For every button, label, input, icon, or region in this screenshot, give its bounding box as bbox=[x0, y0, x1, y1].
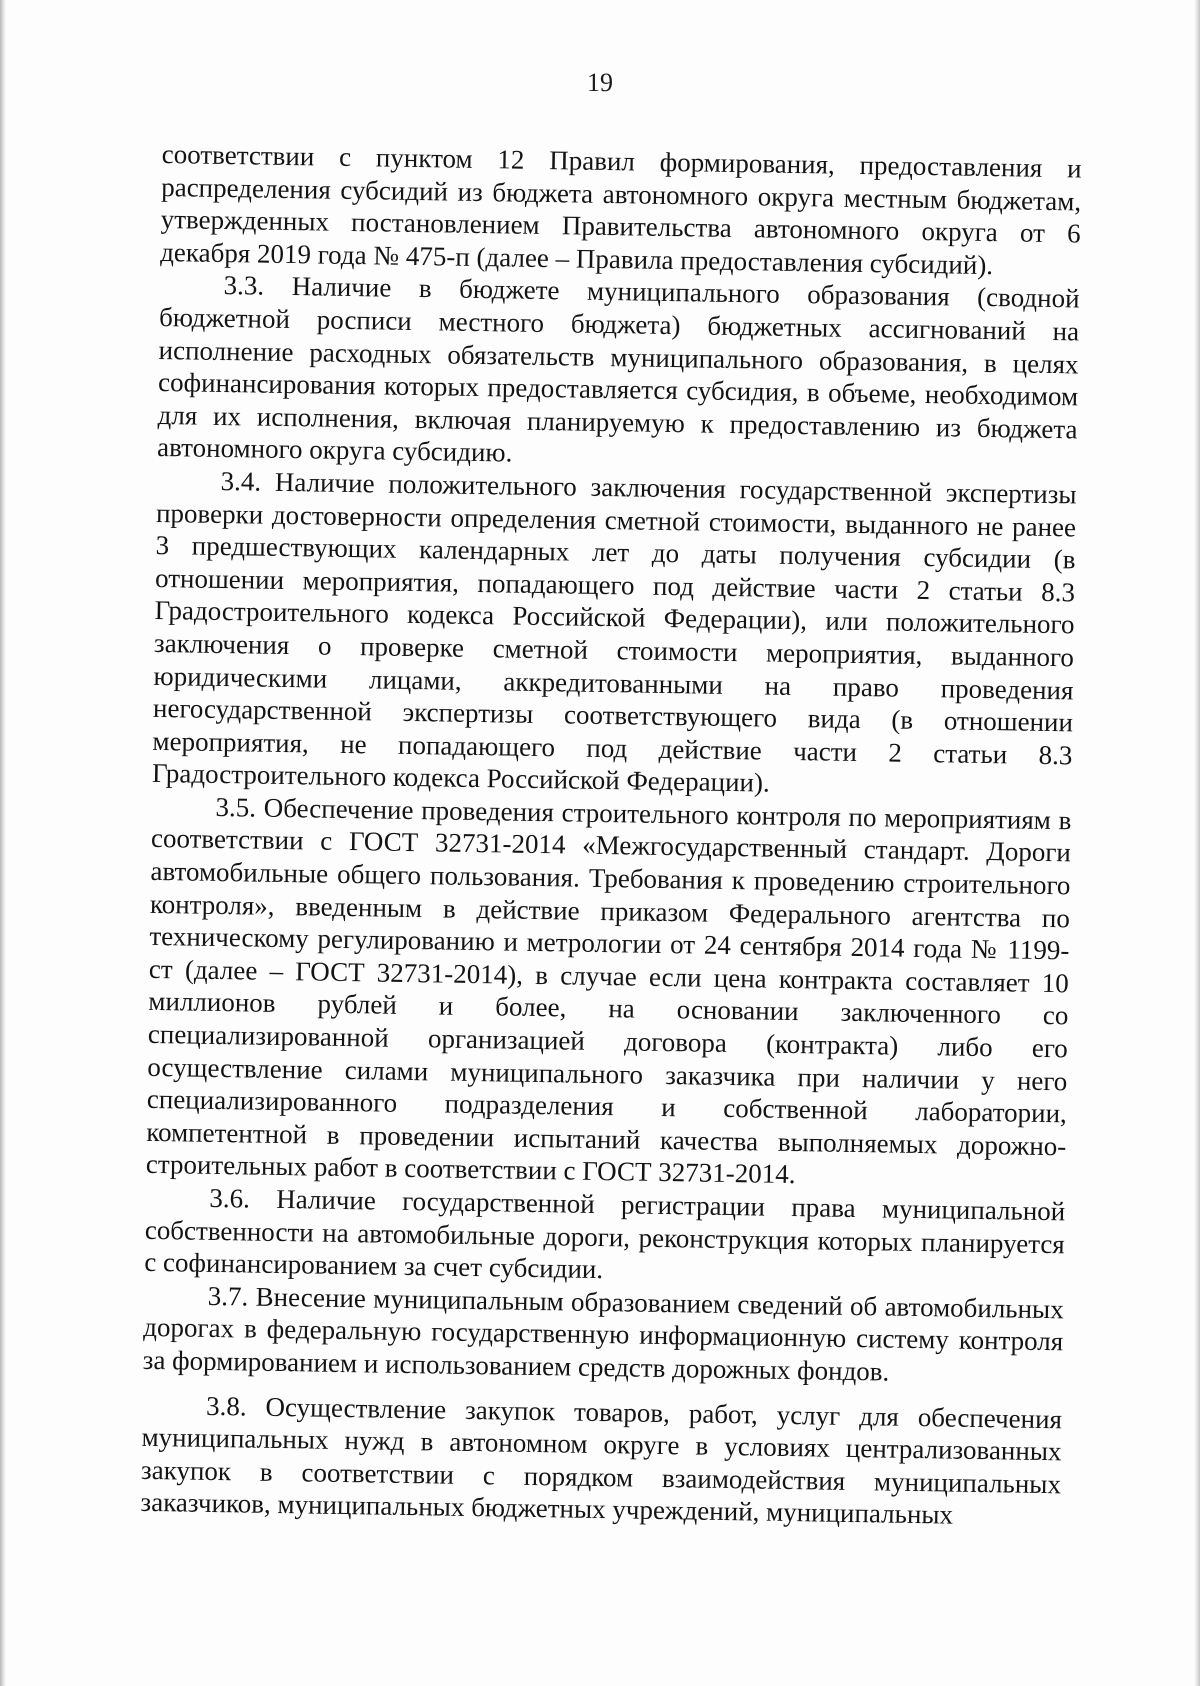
scan-edge-right bbox=[1194, 0, 1200, 1686]
paragraph-3-7: 3.7. Внесение муниципальным образованием сведений об автомобильных дорогах в федеральную государственную информационную систему контроля за формированием и использованием средств дорожных фондов. bbox=[142, 1280, 1064, 1387]
paragraph-3-6: 3.6. Наличие государственной регистрации права муниципальной собственности на автомобильные дороги, реконструкция которых планируется с софинансированием за счет субсидии. bbox=[144, 1182, 1066, 1285]
paragraph-3-8: 3.8. Осуществление закупок товаров, работ, услуг для обеспечения муниципальных нужд в автономном округе в условиях централизованных закупок в соответствии с порядком взаимодействия муниципальных заказчиков, муниципальных бюджетных учреждений, муниципальных bbox=[140, 1390, 1063, 1530]
paragraph-continuation: соответствии с пунктом 12 Правил формирования, предоставления и распределения субсидий из бюджета автономного округа местным бюджетам, утвержденных постановлением Правительства автономного округа от 6 декабря 2019 года № 475-п (далее – Правила предоставления субсидий). bbox=[159, 138, 1082, 280]
document-body bbox=[140, 138, 1082, 1533]
paragraph-3-5: 3.5. Обеспечение проведения строительного контроля по мероприятиям в соответствии с ГОСТ 32731-2014 «Межгосударственный стандарт. Дороги автомобильные общего пользования. Требования к проведению строительного контроля», введенным в действие приказом Федерального агентства по техническому регулированию и метрологии от 24 сентября 2014 года № 1199-ст (далее – ГОСТ 32731-2014), в случае если цена контракта составляет 10 миллионов рублей и более, на основании заключенного со специализированной организацией договора (контракта) либо его осуществление силами муниципального заказчика при наличии у него специализированного подразделения и собственной лаборатории, компетентной в проведении испытаний качества выполняемых дорожно-строительных работ в соответствии с ГОСТ 32731-2014. bbox=[145, 791, 1072, 1190]
scan-edge-left bbox=[0, 0, 6, 1686]
paragraph-3-4: 3.4. Наличие положительного заключения государственной экспертизы проверки достоверности определения сметной стоимости, выданного не ранее 3 предшествующих календарных лет до даты получения субсидии (в отношении мероприятия, попадающего под действие части 2 статьи 8.3 Градостроительного кодекса Российской Федерации), или положительного заключения о проверке сметной стоимости мероприятия, выданного юридическими лицами, аккредитованными на право проведения негосударственной экспертизы соответствующего вида (в отношении мероприятия, не попадающего под действие части 2 статьи 8.3 Градостроительного кодекса Российской Федерации). bbox=[151, 465, 1077, 798]
page-number: 19 bbox=[587, 68, 613, 97]
paragraph-3-3: 3.3. Наличие в бюджете муниципального образования (сводной бюджетной росписи местного бюджета) бюджетных ассигнований на исполнение расходных обязательств муниципального образования, в целях софинансирования которых предоставляется субсидия, в объеме, необходимом для их исполнения, включая планируемую к предоставлению из бюджета автономного округа субсидию. bbox=[156, 270, 1080, 468]
